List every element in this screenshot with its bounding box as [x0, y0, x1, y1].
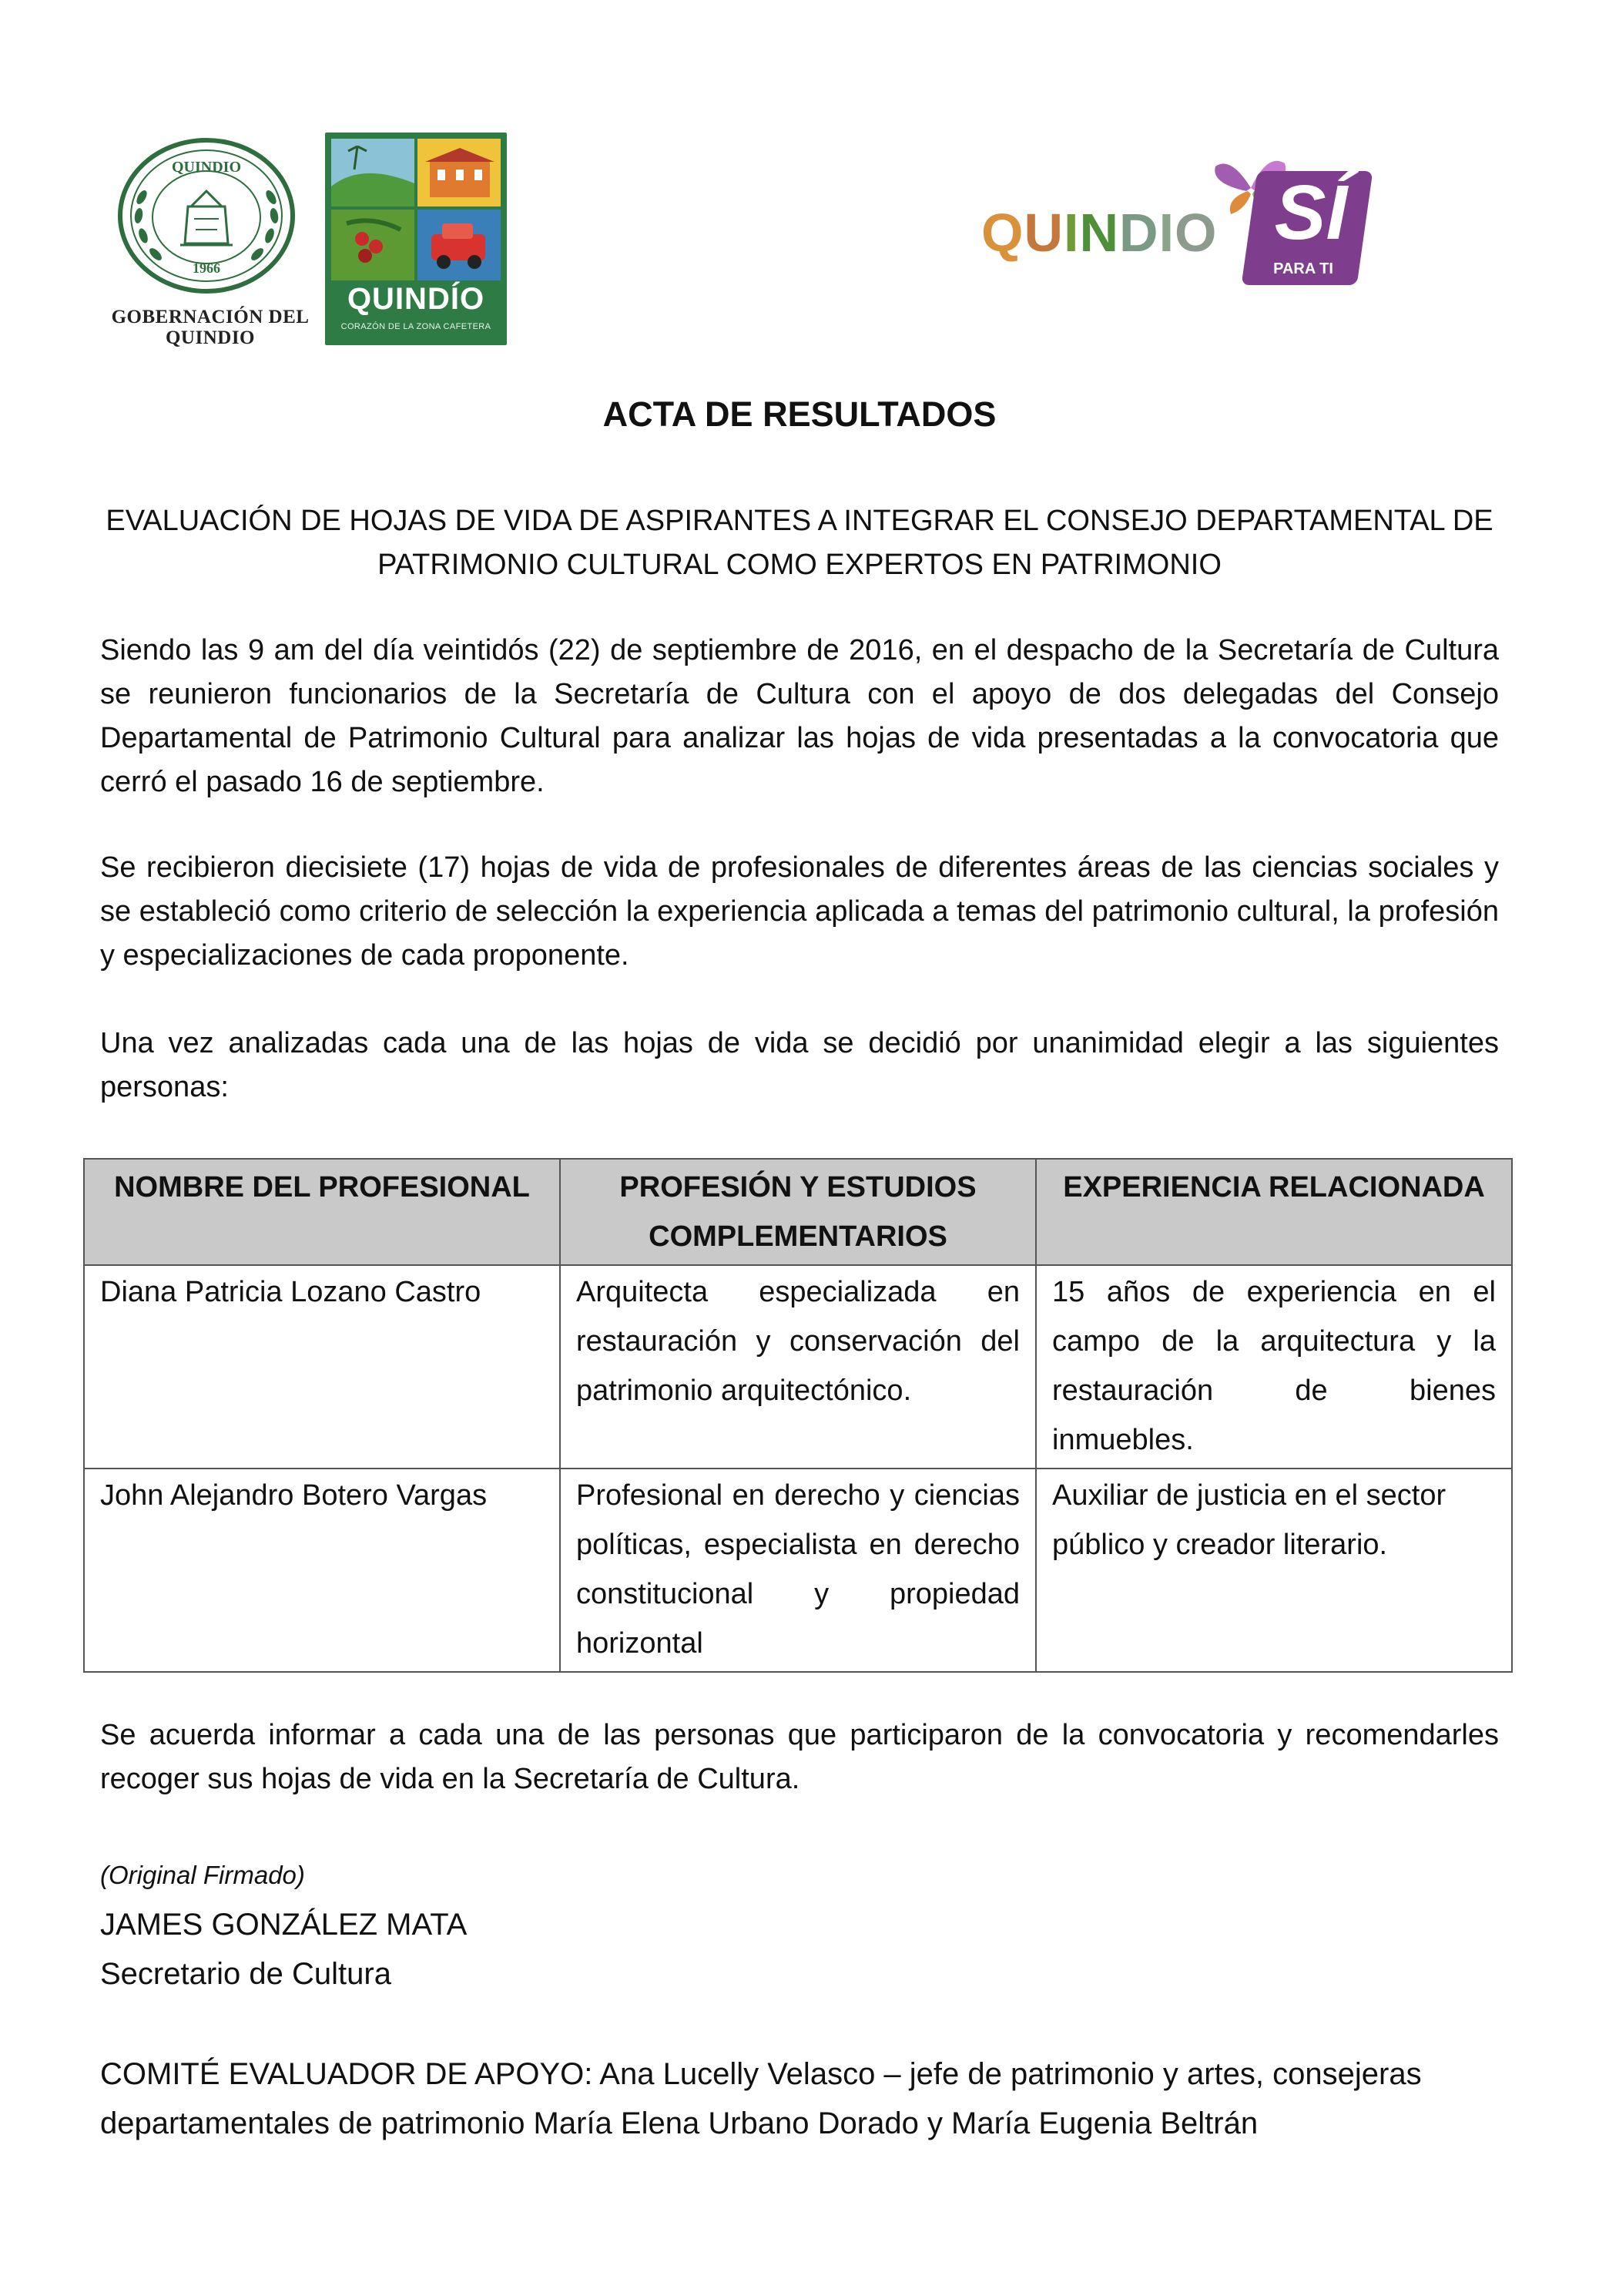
seal-ring-label: QUINDIO: [171, 159, 241, 176]
results-table: [83, 1158, 1513, 1673]
seal-caption-line2: QUINDIO: [165, 327, 255, 348]
cell-profession: Arquitecta especializada en restauración y conservación del patrimonio arquitectónico.: [560, 1265, 1036, 1469]
tile-tagline: CORAZÓN DE LA ZONA CAFETERA: [340, 322, 491, 331]
cell-name: Diana Patricia Lozano Castro: [84, 1265, 560, 1469]
paragraph-received: Se recibieron diecisiete (17) hojas de vida de profesionales de diferentes áreas de las ciencias sociales y se estableció como criterio de selección la experiencia aplicada a temas del patrimonio cultural, la profesión y especializaciones de cada proponente.: [100, 851, 1499, 972]
document-title: ACTA DE RESULTADOS: [602, 394, 997, 434]
signature-note: (Original Firmado): [100, 1861, 305, 1889]
tile-brand-name: QUINDÍO: [347, 282, 485, 316]
seal-year: 1966: [193, 260, 220, 276]
cell-name: John Alejandro Botero Vargas: [84, 1469, 560, 1672]
column-header-profession: PROFESIÓN Y ESTUDIOS COMPLEMENTARIOS: [560, 1159, 1036, 1265]
wordmark-letter: Q: [981, 203, 1024, 263]
gobernacion-seal-logo: [99, 136, 322, 351]
paragraph-meeting: Siendo las 9 am del día veintidós (22) de septiembre de 2016, en el despacho de la Secretaría de Cultura se reunieron funcionarios de la Secretaría de Cultura con el apoyo de dos delegadas del Consejo Departamental de Patrimonio Cultural para analizar las hojas de vida presentadas a la convocatoria que cerró el pasado 16 de septiembre.: [100, 634, 1499, 798]
table-header-row: [84, 1159, 1512, 1265]
column-header-name: NOMBRE DEL PROFESIONAL: [84, 1159, 560, 1265]
para-ti-label: PARA TI: [1273, 260, 1333, 277]
paragraph-decision: Una vez analizadas cada una de las hojas de vida se decidió por unanimidad elegir a las siguientes personas:: [100, 1027, 1499, 1103]
seal-caption-line1: GOBERNACIÓN DEL: [111, 307, 310, 327]
quindio-brand-tile-logo: [325, 133, 507, 345]
wordmark-letter: I: [1158, 203, 1175, 263]
column-header-experience: EXPERIENCIA RELACIONADA: [1036, 1159, 1512, 1265]
document-subtitle: [92, 499, 1507, 587]
wordmark-letter: I: [1064, 203, 1080, 263]
table-row: [84, 1469, 1512, 1672]
wordmark-letter: N: [1079, 203, 1120, 263]
si-badge-text: SÍ: [1274, 170, 1348, 256]
wordmark-letter: O: [1175, 203, 1218, 263]
evaluation-committee: COMITÉ EVALUADOR DE APOYO: Ana Lucelly Velasco – jefe de patrimonio y artes, consejeras departamentales de patrimonio María Elena Urbano Dorado y María Eugenia Beltrán: [100, 2057, 1422, 2140]
quindio-si-para-ti-logo: [978, 153, 1379, 299]
campaign-wordmark: [981, 202, 1218, 264]
seal-caption: [99, 307, 322, 348]
cell-experience: 15 años de experiencia en el campo de la arquitectura y la restauración de bienes inmuebles.: [1036, 1265, 1512, 1469]
table-row: [84, 1265, 1512, 1469]
signatory-name: JAMES GONZÁLEZ MATA: [100, 1908, 468, 1942]
subtitle-line-1: EVALUACIÓN DE HOJAS DE VIDA DE ASPIRANTES A INTEGRAR EL CONSEJO DEPARTAMENTAL DE: [106, 505, 1493, 537]
cell-profession: Profesional en derecho y ciencias políticas, especialista en derecho constitucional y propiedad horizontal: [560, 1469, 1036, 1672]
signatory-role: Secretario de Cultura: [100, 1957, 391, 1991]
paragraph-notification: Se acuerda informar a cada una de las personas que participaron de la convocatoria y recomendarles recoger sus hojas de vida en la Secretaría de Cultura.: [100, 1719, 1499, 1795]
cell-experience: Auxiliar de justicia en el sector público y creador literario.: [1036, 1469, 1512, 1672]
wordmark-letter: U: [1024, 203, 1064, 263]
landscape-collage-icon: [331, 139, 501, 280]
subtitle-line-2: PATRIMONIO CULTURAL COMO EXPERTOS EN PATRIMONIO: [377, 549, 1222, 581]
wordmark-letter: D: [1119, 203, 1159, 263]
